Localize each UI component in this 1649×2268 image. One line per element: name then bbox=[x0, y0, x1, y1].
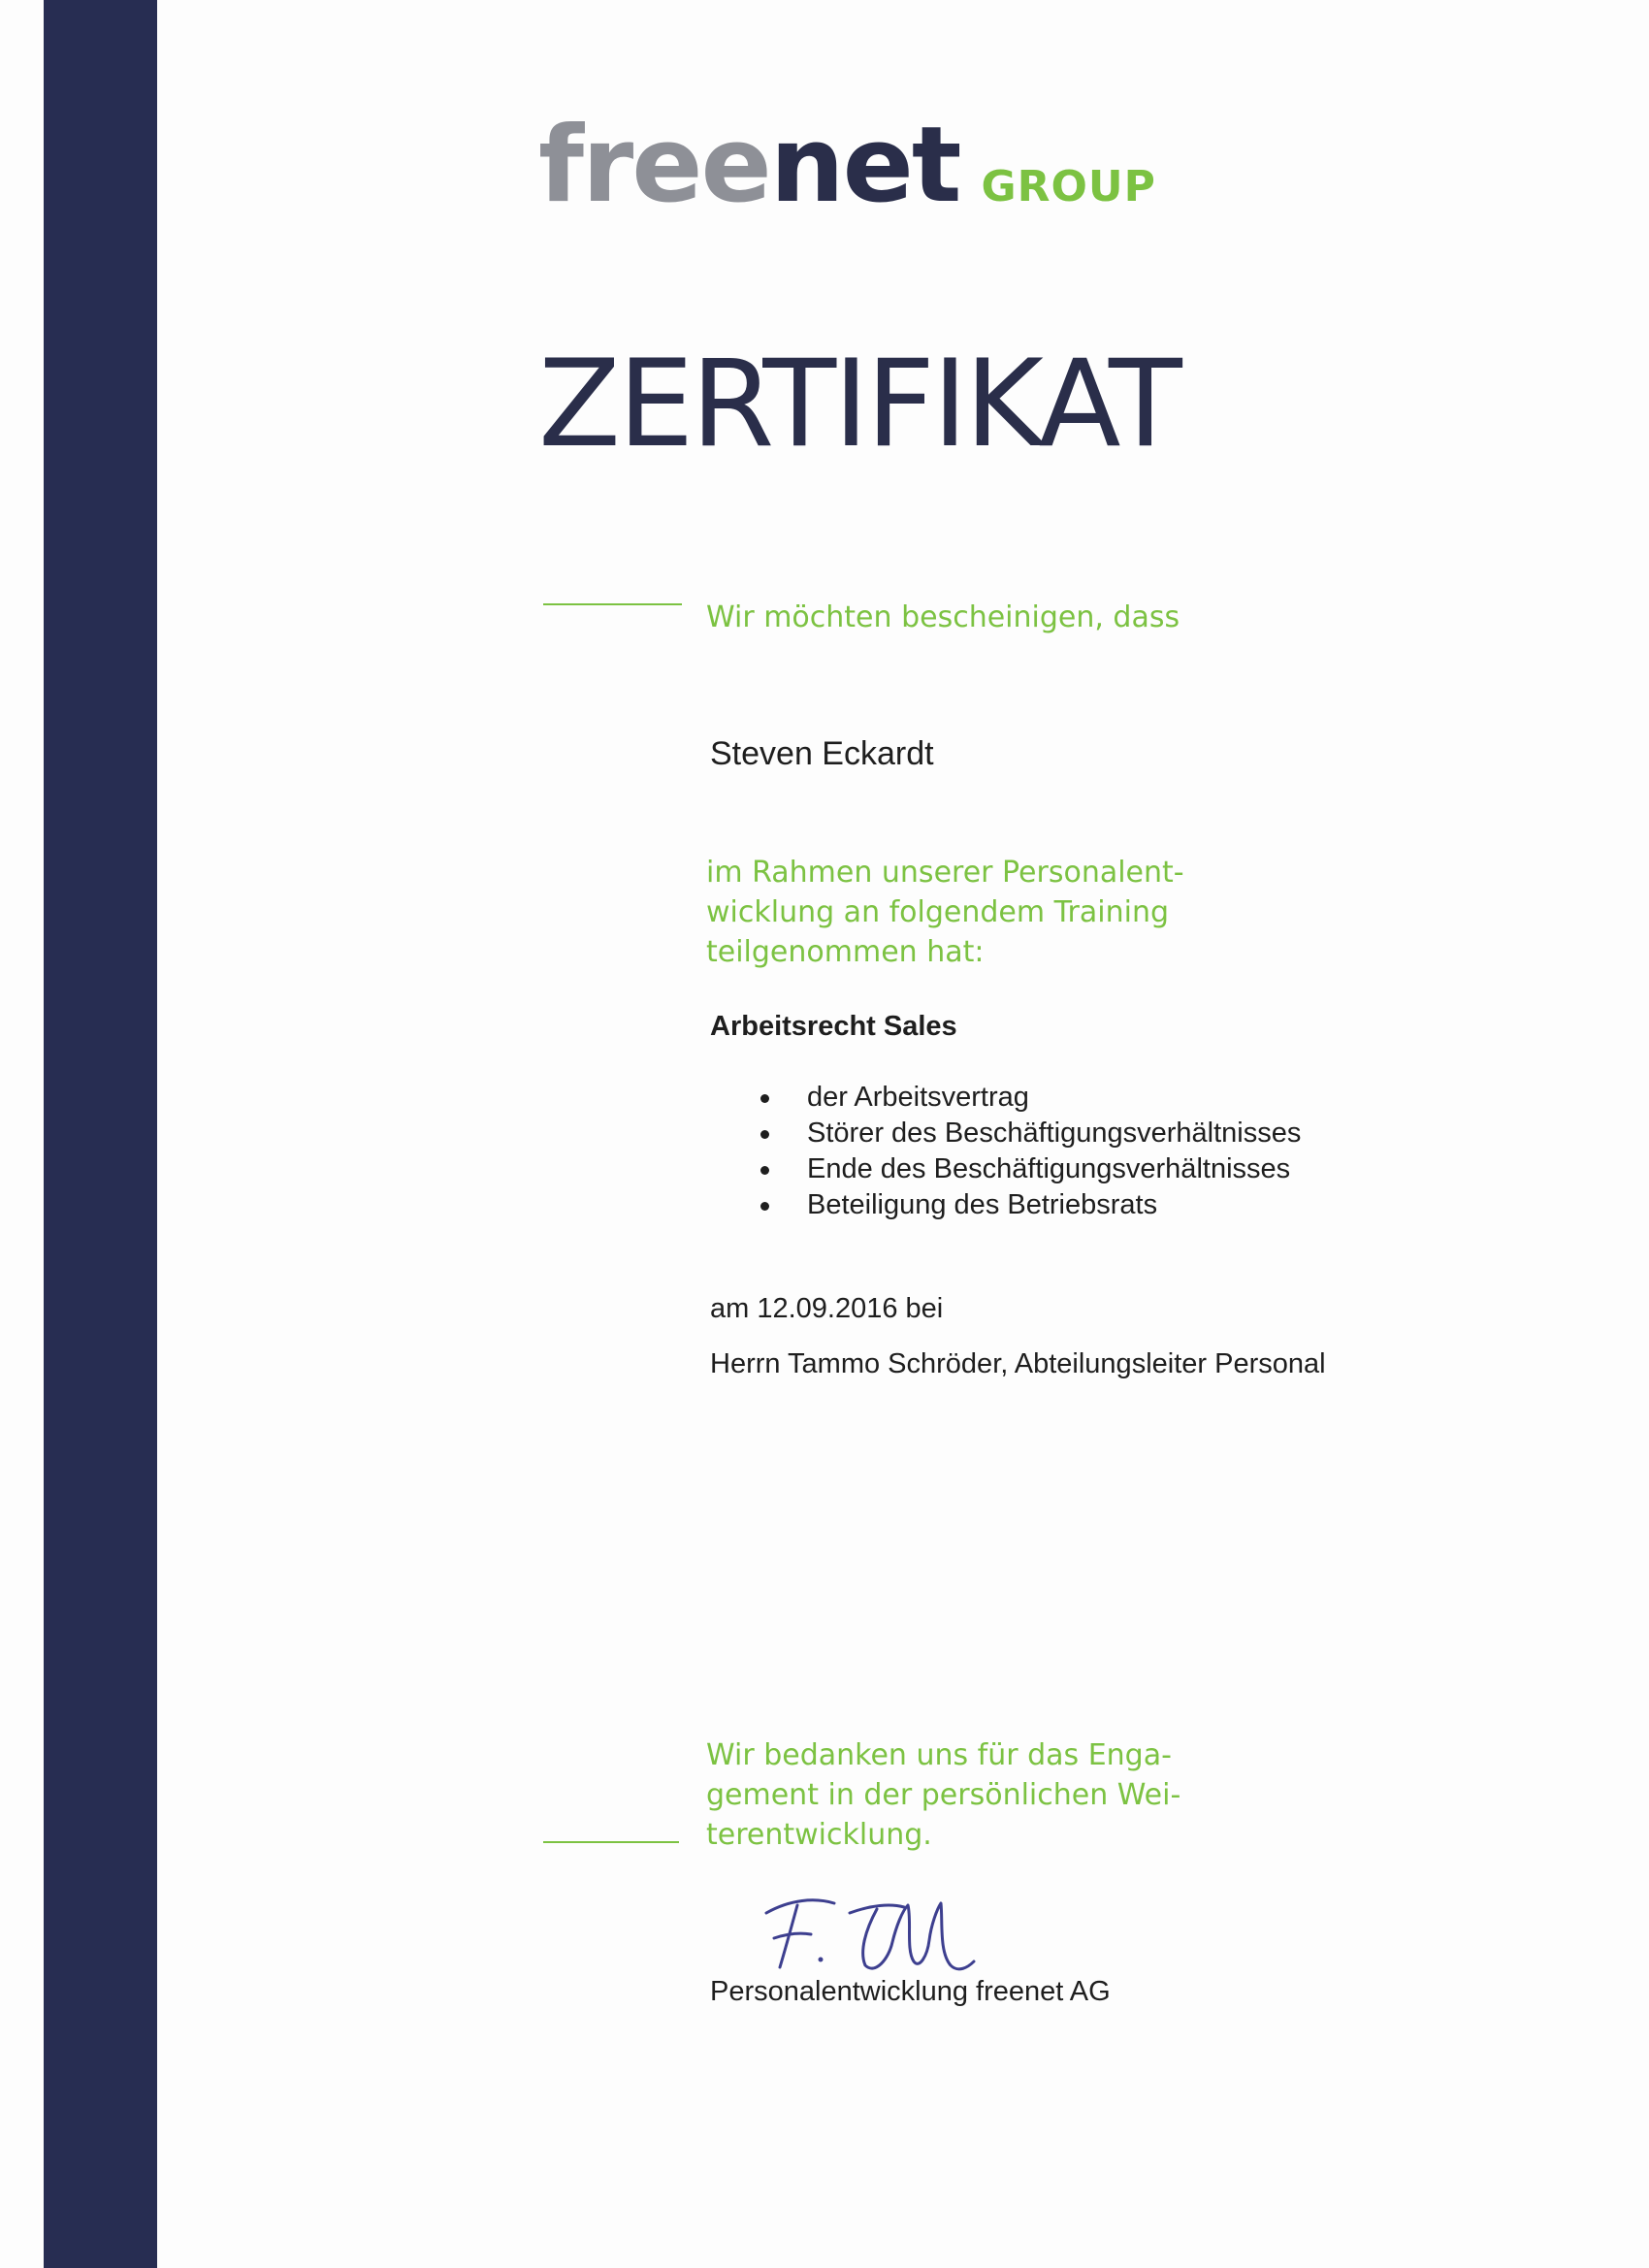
thanks-line-1: Wir bedanken uns für das Enga- bbox=[706, 1738, 1172, 1772]
intro-text: Wir möchten bescheinigen, dass bbox=[706, 600, 1180, 634]
list-item bbox=[710, 1187, 1301, 1223]
training-date: am 12.09.2016 bei bbox=[710, 1293, 944, 1324]
topic-text: Beteiligung des Betriebsrats bbox=[807, 1189, 1158, 1220]
topic-list bbox=[710, 1080, 1301, 1223]
recipient-name: Steven Eckardt bbox=[710, 735, 934, 772]
bullet-icon bbox=[760, 1130, 769, 1139]
logo-free: free bbox=[538, 105, 770, 226]
bullet-icon bbox=[760, 1202, 769, 1211]
topic-text: Störer des Beschäftigungsverhältnisses bbox=[807, 1118, 1302, 1149]
bullet-icon bbox=[760, 1094, 769, 1103]
logo-group: GROUP bbox=[981, 162, 1156, 211]
trainer-line: Herrn Tammo Schröder, Abteilungsleiter Personal bbox=[710, 1348, 1326, 1379]
participation-line-1: im Rahmen unserer Personalent- bbox=[706, 856, 1184, 890]
certificate-title: ZERTIFIKAT bbox=[538, 335, 1180, 474]
signature bbox=[757, 1892, 980, 1979]
thanks-divider bbox=[543, 1841, 679, 1843]
list-item bbox=[710, 1080, 1301, 1116]
thanks-line-3: terentwicklung. bbox=[706, 1818, 932, 1852]
topic-text: Ende des Beschäftigungsverhältnisses bbox=[807, 1153, 1291, 1184]
intro-divider bbox=[543, 603, 682, 605]
signature-caption: Personalentwicklung freenet AG bbox=[710, 1976, 1111, 2007]
side-bar bbox=[44, 0, 157, 2268]
list-item bbox=[710, 1116, 1301, 1151]
bullet-icon bbox=[760, 1166, 769, 1175]
topic-text: der Arbeitsvertrag bbox=[807, 1082, 1029, 1113]
thanks-line-2: gement in der persönlichen Wei- bbox=[706, 1778, 1181, 1812]
participation-line-2: wicklung an folgendem Training bbox=[706, 895, 1170, 929]
participation-line-3: teilgenommen hat: bbox=[706, 935, 985, 969]
logo-net: net bbox=[769, 105, 960, 226]
list-item bbox=[710, 1151, 1301, 1187]
freenet-group-logo bbox=[538, 105, 1156, 226]
course-title: Arbeitsrecht Sales bbox=[710, 1011, 957, 1042]
